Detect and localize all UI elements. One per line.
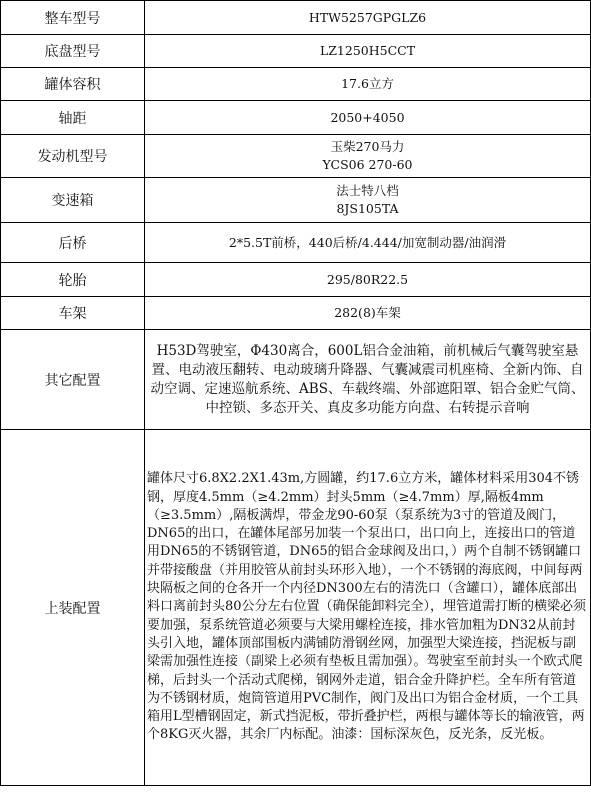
row-label: 整车型号 <box>1 1 145 35</box>
row-label: 底盘型号 <box>1 35 145 68</box>
row-value: H53D驾驶室，Φ430离合，600L铝合金油箱，前机械后气囊驾驶室悬置、电动液压翻转、电动玻璃升降器、气囊减震司机座椅、全新内饰、自动空调、定速巡航系统、ABS、车载终端、外部遮阳罩、铝合金贮气筒、中控锁、多态开关、真皮多功能方向盘、右转提示音响 <box>145 330 591 430</box>
row-value: 295/80R22.5 <box>145 263 591 297</box>
row-value: 罐体尺寸6.8X2.2X1.43m,方圆罐，约17.6立方米，罐体材料采用304不锈钢，厚度4.5mm（≥4.2mm）封头5mm（≥4.7mm）厚,隔板4mm（≥3.5mm）,隔板满焊，带金龙90-60泵（泵系统为3寸的管道及阀门，DN65的出口，在罐体尾部另加装一个泵出口，出口向上，连接出口的管道用DN65的不锈钢管道，DN65的铝合金球阀及出口，）两个自制不锈钢罐口并带接酸盘（并用胶管从前封头环形入地），一个不锈钢的海底阀，中间每两块隔板之间的仓各开一个内径DN300左右的清洗口（含罐口），罐体底部出料口离前封头80公分左右位置（确保能卸料完全），埋管道需打断的横梁必须要加强，泵系统管道必须要与大梁用螺栓连接，排水管加粗为DN32从前封头引入地，罐体顶部围板内满铺防滑钢丝网，加强型大梁连接，挡泥板与副梁需加强性连接（副梁上必须有垫板且需加强）。驾驶室至前封头一个欧式爬梯，后封头一个活动式爬梯，钢网外走道，铝合金升降护栏。全车所有管道为不锈钢材质，炮筒管道用PVC制作，阀门及出口为铝合金材质，一个工具箱用L型槽钢固定，新式挡泥板，带折叠护栏，两根与罐体等长的输液管，两个8KG灭火器，其余厂内标配。油漆：国标深灰色，反光条，反光板。 <box>145 430 591 786</box>
row-value: 282(8)车架 <box>145 297 591 330</box>
table-row <box>1 263 591 297</box>
row-value <box>145 178 591 223</box>
row-value: 2050+4050 <box>145 101 591 135</box>
table-row <box>1 178 591 223</box>
row-label: 轮胎 <box>1 263 145 297</box>
row-label: 车架 <box>1 297 145 330</box>
row-label: 罐体容积 <box>1 68 145 101</box>
row-value: 17.6立方 <box>145 68 591 101</box>
row-value-line: 法士特八档 <box>336 183 399 198</box>
row-label: 发动机型号 <box>1 135 145 178</box>
row-label: 其它配置 <box>1 330 145 430</box>
row-value-line: 玉柴270马力 <box>330 139 405 154</box>
row-value: HTW5257GPGLZ6 <box>145 1 591 35</box>
table-row <box>1 35 591 68</box>
table-row <box>1 297 591 330</box>
table-row <box>1 1 591 35</box>
row-value-line: YCS06 270-60 <box>322 157 413 172</box>
row-value <box>145 135 591 178</box>
table-row <box>1 430 591 786</box>
row-value-line: 8JS105TA <box>336 201 399 216</box>
table-row <box>1 68 591 101</box>
row-value: LZ1250H5CCT <box>145 35 591 68</box>
table-row <box>1 101 591 135</box>
row-value: 2*5.5T前桥，440后桥/4.444/加宽制动器/油润滑 <box>145 223 591 263</box>
row-label: 上装配置 <box>1 430 145 786</box>
row-label: 变速箱 <box>1 178 145 223</box>
table-row <box>1 135 591 178</box>
row-label: 轴距 <box>1 101 145 135</box>
table-row <box>1 330 591 430</box>
table-row <box>1 223 591 263</box>
row-label: 后桥 <box>1 223 145 263</box>
